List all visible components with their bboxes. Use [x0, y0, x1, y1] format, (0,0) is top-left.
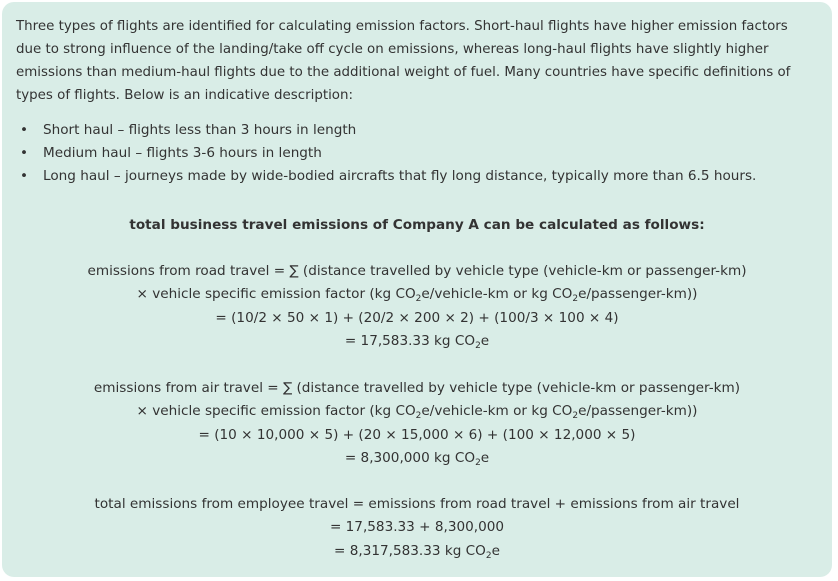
- road-factor-line: × vehicle specific emission factor (kg $CO_2e/vehicle-km$ or kg $CO_2e/passenger-km$)): [136, 286, 698, 305]
- list-item: [16, 165, 756, 188]
- bullet-icon: •: [20, 145, 29, 161]
- air-factor-line: × vehicle specific emission factor (kg $CO_2e/vehicle-km$ or kg $CO_2e/passenger-km$)): [136, 403, 698, 422]
- total-sum-line: = 17,583.33 + 8,300,000: [329, 519, 505, 536]
- info-box: [2, 2, 832, 577]
- total-formula-line: total emissions from employee travel = emissions from road travel + emissions from air travel: [94, 496, 740, 512]
- flight-types-list: [16, 119, 756, 188]
- list-item: [16, 119, 756, 142]
- bullet-icon: •: [20, 122, 29, 138]
- intro-paragraph: Three types of flights are identified for calculating emission factors. Short-haul flights have higher emission factors due to strong influence of the landing/take off cycle on emissions, whereas long-haul flights have slightly higher emissions than medium-haul flights due to the additional weight of fuel. Many countries have specific definitions of types of flights. Below is an indicative description:: [16, 19, 791, 103]
- total-emissions-calculation: [2, 493, 832, 563]
- bullet-icon: •: [20, 168, 29, 184]
- list-item-text: Short haul – flights less than 3 hours in length: [43, 122, 357, 138]
- road-emissions-calculation: [2, 260, 832, 354]
- air-substitution-line: = (10 × 10,000 × 5) + (20 × 15,000 × 6) + (100 × 12,000 × 5): [198, 426, 636, 443]
- total-result-line: = 8,317,583.33 kg $CO_2e$: [334, 542, 500, 561]
- road-substitution-line: = (10/2 × 50 × 1) + (20/2 × 200 × 2) + (100/3 × 100 × 4): [215, 309, 619, 326]
- list-item-text: Medium haul – flights 3-6 hours in length: [43, 145, 322, 161]
- road-formula-line: emissions from road travel = ∑ (distance travelled by vehicle type (vehicle-km or passenger-km): [87, 263, 747, 279]
- list-item: [16, 142, 756, 165]
- air-result-line: = 8,300,000 kg $CO_2e$: [344, 450, 490, 469]
- calculation-heading: total business travel emissions of Company A can be calculated as follows:: [129, 217, 705, 233]
- air-formula-line: emissions from air travel = ∑ (distance travelled by vehicle type (vehicle-km or passenger-km): [93, 380, 741, 396]
- air-emissions-calculation: [2, 377, 832, 471]
- road-result-line: = 17,583.33 kg $CO_2e$: [344, 333, 490, 352]
- list-item-text: Long haul – journeys made by wide-bodied aircrafts that fly long distance, typically more than 6.5 hours.: [43, 168, 757, 184]
